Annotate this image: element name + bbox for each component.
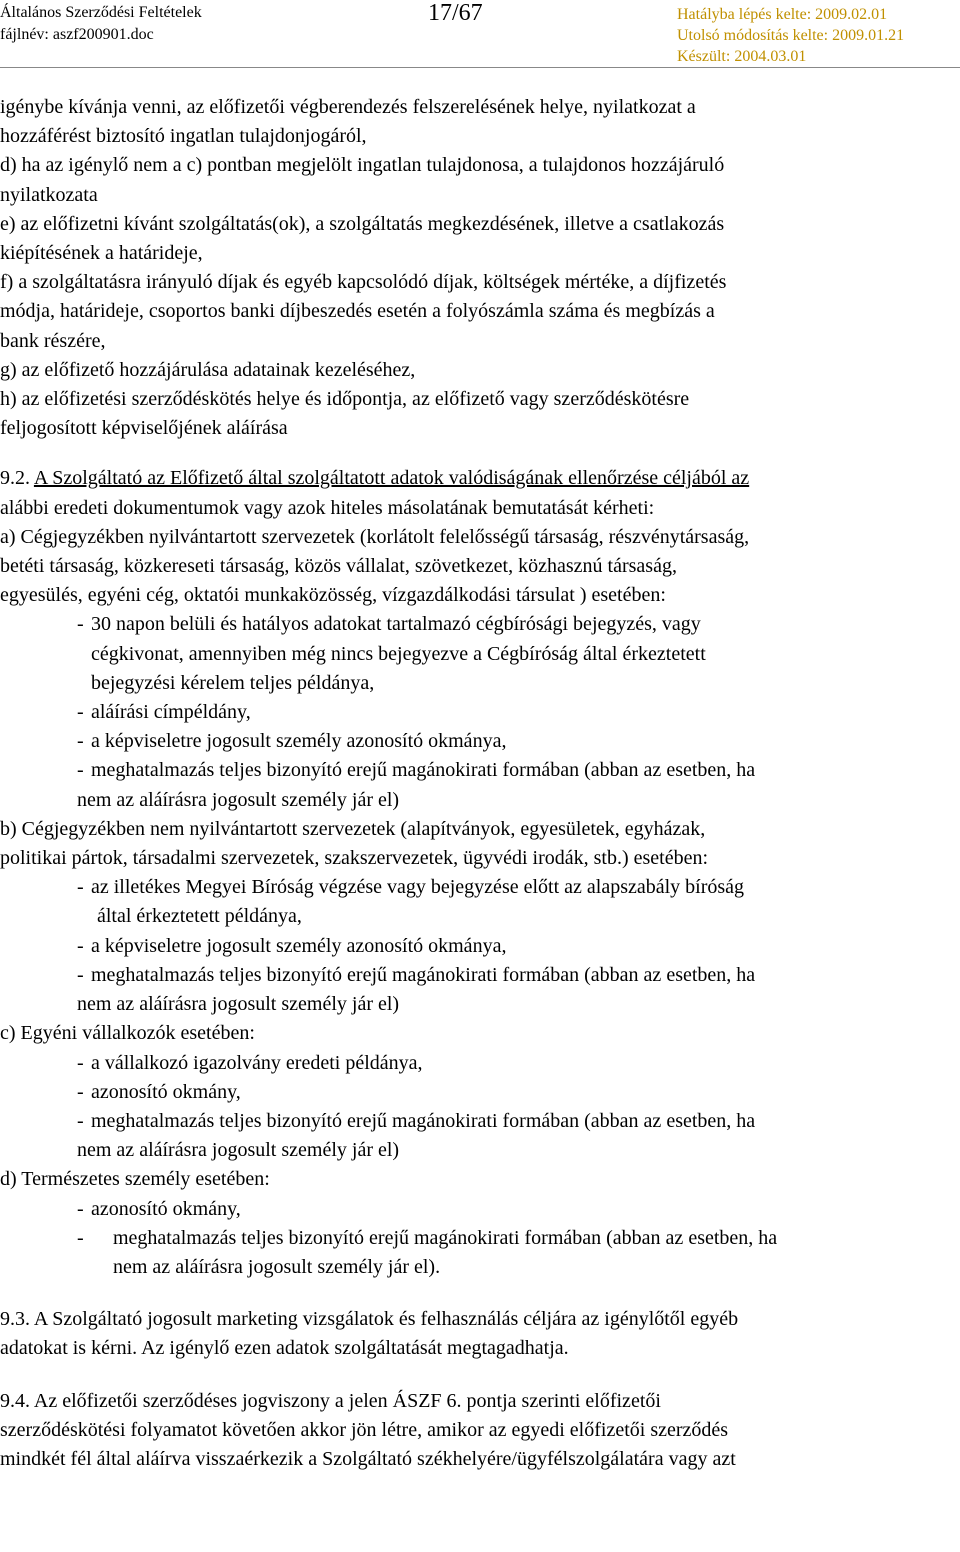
text-line: e) az előfizetni kívánt szolgáltatás(ok), a szolgáltatás megkezdésének, illetve a csatlakozás xyxy=(0,212,725,235)
text-line: feljogosított képviselőjének aláírása xyxy=(0,417,288,440)
text-line: a) Cégjegyzékben nyilvántartott szervezetek (korlátolt felelősségű társaság, részvénytársaság, xyxy=(0,525,750,548)
text-line: c) Egyéni vállalkozók esetében: xyxy=(0,1022,255,1045)
list-item xyxy=(0,1107,960,1136)
bullet-dash: - xyxy=(77,1226,84,1249)
text-line: nem az aláírásra jogosult személy jár el) xyxy=(77,788,400,811)
list-item-text: az illetékes Megyei Bíróság végzése vagy bejegyzése előtt az alapszabály bíróság xyxy=(91,876,745,899)
bullet-dash: - xyxy=(77,1109,84,1132)
text-line: bejegyzési kérelem teljes példánya, xyxy=(91,671,375,694)
list-item-text: meghatalmazás teljes bizonyító erejű magánokirati formában (abban az esetben, ha xyxy=(91,1109,756,1132)
spacer xyxy=(0,443,960,464)
list-item xyxy=(0,1195,960,1224)
text-line: politikai pártok, társadalmi szervezetek, szakszervezetek, ügyvédi irodák, stb.) esetében: xyxy=(0,847,709,870)
text-line: bank részére, xyxy=(0,329,106,352)
list-item xyxy=(0,873,960,902)
file-name: fájlnév: aszf200901.doc xyxy=(0,26,154,43)
created-date: Készült: 2004.03.01 xyxy=(677,48,807,65)
list-item-text: aláírási címpéldány, xyxy=(91,701,251,724)
text-line: nem az aláírásra jogosult személy jár el) xyxy=(77,1139,400,1162)
list-item xyxy=(0,961,960,990)
section-number: 9.2. xyxy=(0,467,30,490)
text-line: cégkivonat, amennyiben még nincs bejegyezve a Cégbíróság által érkeztetett xyxy=(91,642,706,665)
text-line: d) ha az igénylő nem a c) pontban megjelölt ingatlan tulajdonosa, a tulajdonos hozzájáruló xyxy=(0,154,725,177)
text-line: 9.4. Az előfizetői szerződéses jogviszony a jelen ÁSZF 6. pontja szerinti előfizetői xyxy=(0,1389,661,1412)
modified-date: Utolsó módosítás kelte: 2009.01.21 xyxy=(677,27,905,44)
list-item xyxy=(0,610,960,639)
text-line: egyesülés, egyéni cég, oktatói munkaközösség, vízgazdálkodási társulat ) esetében: xyxy=(0,584,666,607)
text-line: adatokat is kérni. Az igénylő ezen adatok szolgáltatását megtagadhatja. xyxy=(0,1337,569,1360)
text-line: igénybe kívánja venni, az előfizetői végberendezés felszerelésének helye, nyilatkozat a xyxy=(0,96,696,118)
bullet-dash: - xyxy=(77,1051,84,1074)
text-line: mindkét fél által aláírva visszaérkezik a Szolgáltató székhelyére/ügyfélszolgálatára vagy azt xyxy=(0,1447,736,1470)
bullet-dash: - xyxy=(77,934,84,957)
list-item-text: meghatalmazás teljes bizonyító erejű magánokirati formában (abban az esetben, ha xyxy=(91,759,756,782)
text-line: kiépítésének a határideje, xyxy=(0,242,203,265)
text-line: f) a szolgáltatásra irányuló díjak és egyéb kapcsolódó díjak, költségek mértéke, a díjfizetés xyxy=(0,271,727,294)
list-item-text: azonosító okmány, xyxy=(91,1197,241,1220)
list-item xyxy=(0,756,960,785)
bullet-dash: - xyxy=(77,701,84,724)
text-line: g) az előfizető hozzájárulása adatainak kezeléséhez, xyxy=(0,358,416,381)
list-item-text: a vállalkozó igazolvány eredeti példánya, xyxy=(91,1051,423,1074)
list-item-text: a képviseletre jogosult személy azonosító okmánya, xyxy=(91,730,507,753)
list-item xyxy=(0,1049,960,1078)
text-line: hozzáférést biztosító ingatlan tulajdonjogáról, xyxy=(0,125,367,148)
page-number: 17/67 xyxy=(428,0,483,26)
list-item xyxy=(0,1224,960,1253)
list-item-text: meghatalmazás teljes bizonyító erejű magánokirati formában (abban az esetben, ha xyxy=(91,963,756,986)
list-item xyxy=(0,698,960,727)
section-text: A Szolgáltató az Előfizető által szolgáltatott adatok valódiságának ellenőrzése céljából az xyxy=(33,467,750,490)
bullet-dash: - xyxy=(77,963,84,986)
text-line: h) az előfizetési szerződéskötés helye és időpontja, az előfizető vagy szerződéskötésre xyxy=(0,388,690,411)
bullet-dash: - xyxy=(77,759,84,782)
list-item xyxy=(0,1078,960,1107)
text-line: betéti társaság, közkereseti társaság, közös vállalat, szövetkezet, közhasznú társaság, xyxy=(0,555,677,578)
text-line: nyilatkozata xyxy=(0,183,98,206)
list-item-text: a képviseletre jogosult személy azonosító okmánya, xyxy=(91,934,507,957)
list-item-text: meghatalmazás teljes bizonyító erejű magánokirati formában (abban az esetben, ha xyxy=(113,1226,778,1249)
section-9-2-heading xyxy=(0,464,960,493)
bullet-dash: - xyxy=(77,1197,84,1220)
text-line: alábbi eredeti dokumentumok vagy azok hiteles másolatának bemutatását kérheti: xyxy=(0,496,655,519)
text-line: szerződéskötési folyamatot követően akkor jön létre, amikor az egyedi előfizetői szerződés xyxy=(0,1418,729,1441)
list-item xyxy=(0,932,960,961)
header-dates xyxy=(677,4,904,67)
bullet-dash: - xyxy=(77,1080,84,1103)
bullet-dash: - xyxy=(77,730,84,753)
text-line: 9.3. A Szolgáltató jogosult marketing vizsgálatok és felhasználás céljára az igénylőtől egyéb xyxy=(0,1308,739,1331)
bullet-dash: - xyxy=(77,876,84,899)
document-title: Általános Szerződési Feltételek xyxy=(0,4,202,21)
list-item xyxy=(0,727,960,756)
text-line: nem az aláírásra jogosult személy jár el) xyxy=(77,993,400,1016)
text-line: nem az aláírásra jogosult személy jár el). xyxy=(113,1255,441,1278)
text-line: d) Természetes személy esetében: xyxy=(0,1168,270,1191)
spacer xyxy=(0,1282,960,1305)
page-header xyxy=(0,0,960,70)
text-line: b) Cégjegyzékben nem nyilvántartott szervezetek (alapítványok, egyesületek, egyházak, xyxy=(0,817,706,840)
text-line: módja, határideje, csoportos banki díjbeszedés esetén a folyószámla száma és megbízás a xyxy=(0,300,715,323)
text-line: által érkeztetett példánya, xyxy=(97,905,302,928)
effective-date: Hatályba lépés kelte: 2009.02.01 xyxy=(677,6,888,23)
list-item-text: 30 napon belüli és hatályos adatokat tartalmazó cégbírósági bejegyzés, vagy xyxy=(91,613,701,636)
spacer xyxy=(0,1364,960,1387)
bullet-dash: - xyxy=(77,613,84,636)
document-body xyxy=(0,93,960,1474)
list-item-text: azonosító okmány, xyxy=(91,1080,241,1103)
header-divider xyxy=(0,67,960,68)
